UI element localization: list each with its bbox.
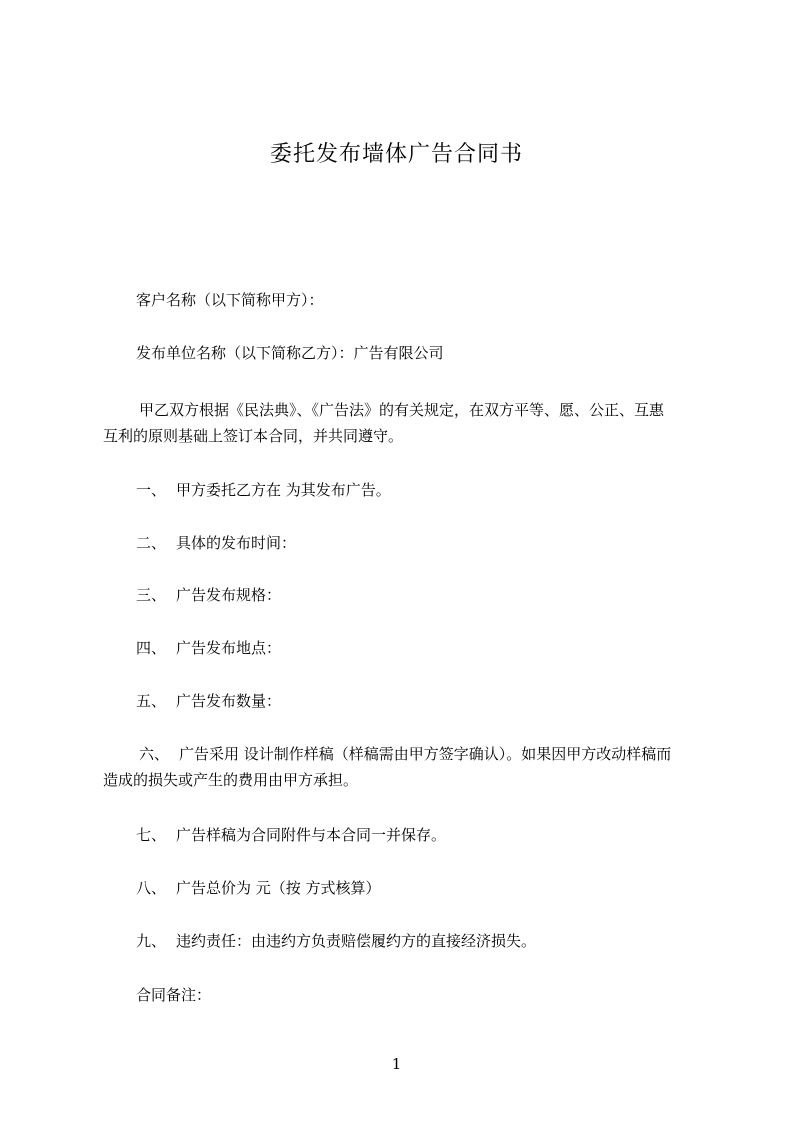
clause-number: 三、 xyxy=(136,586,167,604)
clause-number: 四、 xyxy=(136,639,167,657)
clause-text: 广告总价为 元（按 方式核算） xyxy=(176,879,381,897)
clause-5 xyxy=(136,691,281,711)
clause-number: 七、 xyxy=(136,826,167,844)
clause-number: 八、 xyxy=(136,879,167,897)
clause-text: 广告发布地点： xyxy=(176,639,282,657)
clause-number: 一、 xyxy=(136,481,167,499)
clause-text: 违约责任：由违约方负责赔偿履约方的直接经济损失。 xyxy=(176,932,537,950)
page-number: 1 xyxy=(391,1055,402,1073)
clause-2 xyxy=(136,533,296,553)
clause-3 xyxy=(136,585,281,605)
clause-number: 六、 xyxy=(139,745,170,763)
clause-number: 九、 xyxy=(136,932,167,950)
client-name-line: 客户名称（以下简称甲方）： xyxy=(136,291,324,309)
clause-number: 二、 xyxy=(136,534,167,552)
clause-text: 广告采用 设计制作样稿（样稿需由甲方签字确认）。如果因甲方改动样稿而 xyxy=(179,745,672,763)
publisher-name-line: 发布单位名称（以下简称乙方）：广告有限公司 xyxy=(136,344,444,362)
clause-6-continuation: 造成的损失或产生的费用由甲方承担。 xyxy=(103,771,359,789)
clause-text: 广告发布数量： xyxy=(176,692,282,710)
clause-text: 甲方委托乙方在 为其发布广告。 xyxy=(176,481,391,499)
clause-6 xyxy=(139,744,671,764)
clause-1 xyxy=(136,480,391,500)
clause-text: 广告发布规格： xyxy=(176,586,282,604)
clause-7 xyxy=(136,825,446,845)
remarks-label: 合同备注： xyxy=(136,986,212,1004)
clause-text: 具体的发布时间： xyxy=(176,534,297,552)
clause-8 xyxy=(136,878,381,898)
clause-number: 五、 xyxy=(136,692,167,710)
clause-9 xyxy=(136,931,536,951)
preamble-line-1: 甲乙双方根据《民法典》、《广告法》的有关规定，在双方平等、愿、公正、互惠 xyxy=(139,401,665,419)
document-title: 委托发布墙体广告合同书 xyxy=(269,142,523,167)
clause-4 xyxy=(136,638,281,658)
clause-text: 广告样稿为合同附件与本合同一并保存。 xyxy=(176,826,447,844)
preamble-line-2: 互利的原则基础上签订本合同，并共同遵守。 xyxy=(103,427,404,445)
